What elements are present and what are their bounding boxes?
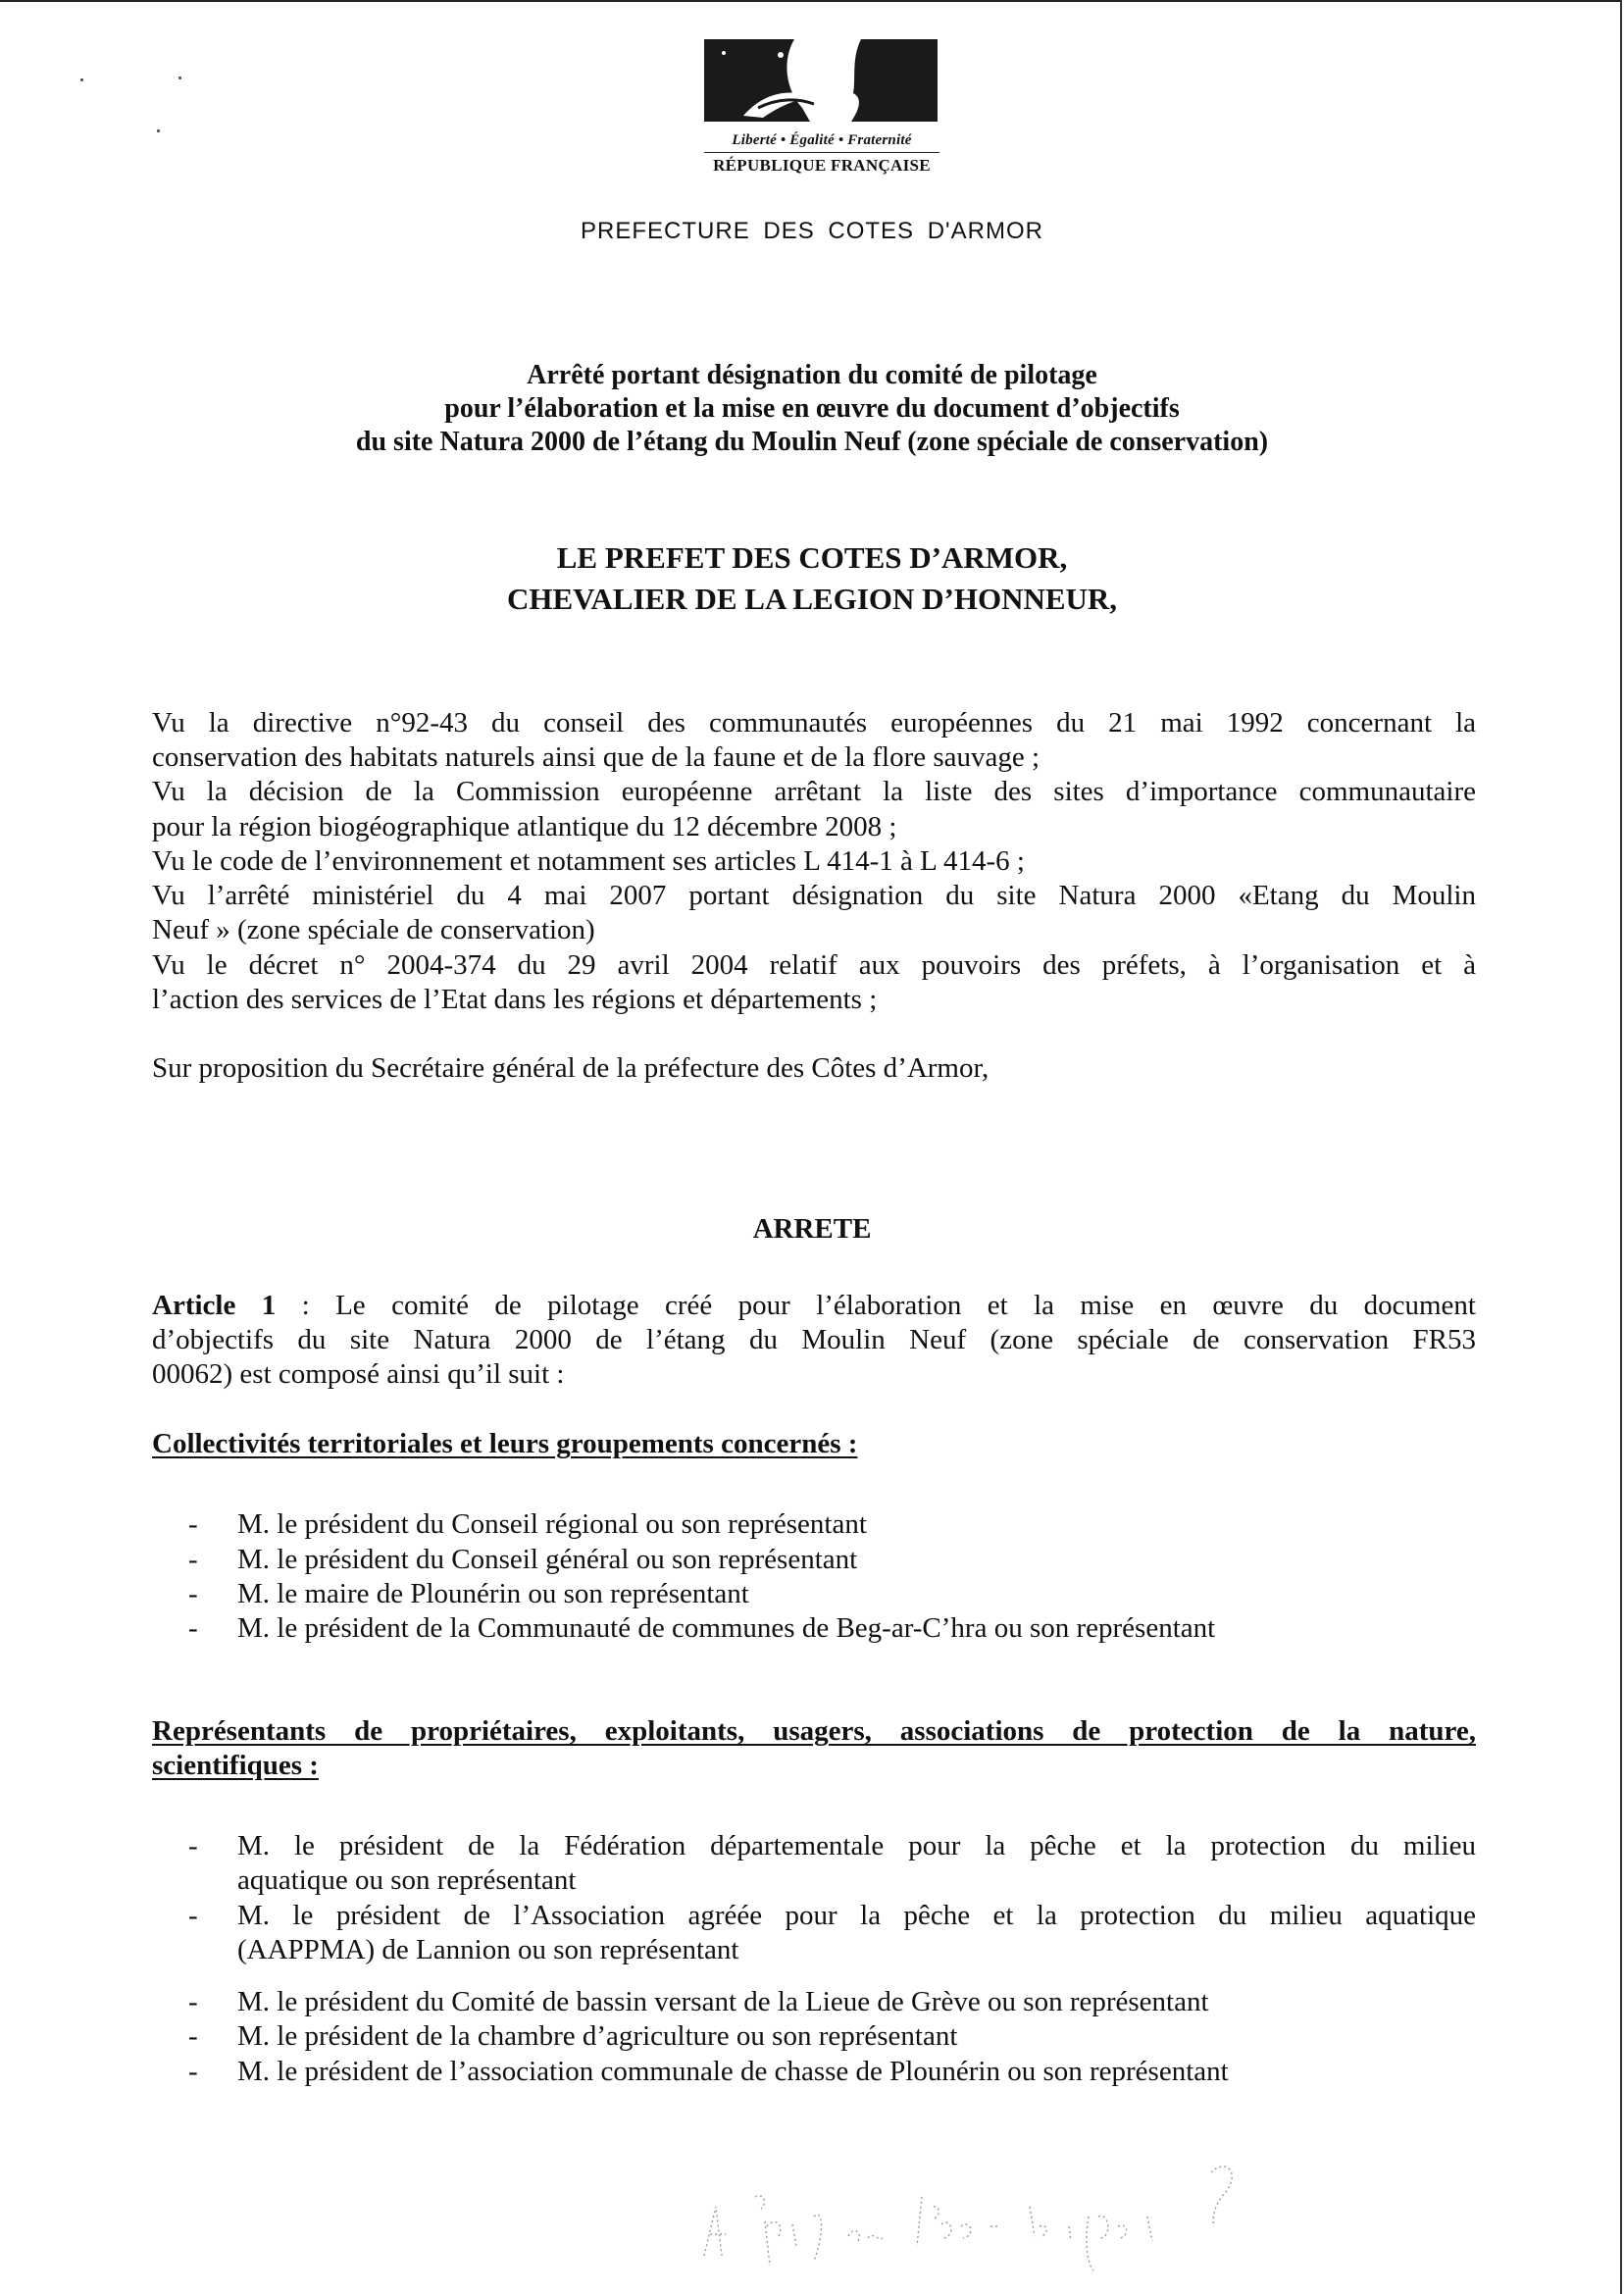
bullet-dash: - xyxy=(188,1986,198,2017)
bullet-dash: - xyxy=(188,1830,198,1861)
article-1-line: 00062) est composé ainsi qu’il suit : xyxy=(152,1358,565,1390)
section-heading-representants: Représentants de propriétaires, exploitants, usagers, associations de protection de la nature, xyxy=(152,1715,1476,1747)
prefet-title-line: CHEVALIER DE LA LEGION D’HONNEUR, xyxy=(506,582,1118,616)
visa-line: Vu le code de l’environnement et notamment ses articles L 414-1 à L 414-6 ; xyxy=(152,845,1025,877)
article-1-label: Article 1 xyxy=(152,1290,277,1321)
bullet-dash: - xyxy=(188,2020,198,2052)
article-1-line: d’objectifs du site Natura 2000 de l’étang du Moulin Neuf (zone spéciale de conservation FR53 xyxy=(152,1324,1476,1355)
list-item-continuation: aquatique ou son représentant xyxy=(237,1864,577,1896)
visa-line: pour la région biogéographique atlantique du 12 décembre 2008 ; xyxy=(152,811,897,842)
visa-line: Neuf » (zone spéciale de conservation) xyxy=(152,914,595,945)
visa-line: conservation des habitats naturels ainsi que de la faune et de la flore sauvage ; xyxy=(152,741,1040,773)
visa-line: Vu la directive n°92-43 du conseil des communautés européennes du 21 mai 1992 concernant la xyxy=(152,707,1476,739)
list-item: M. le président du Conseil régional ou son représentant xyxy=(237,1508,867,1540)
article-1-text: : Le comité de pilotage créé pour l’élaboration et la mise en œuvre du document xyxy=(276,1290,1476,1321)
bullet-dash: - xyxy=(188,1508,198,1540)
decree-title-line: Arrêté portant désignation du comité de pilotage xyxy=(527,360,1097,390)
section-heading-collectivites: Collectivités territoriales et leurs groupements concernés : xyxy=(152,1428,858,1459)
proposition-line: Sur proposition du Secrétaire général de la préfecture des Côtes d’Armor, xyxy=(152,1052,990,1084)
list-item: M. le président de la Fédération départementale pour la pêche et la protection du milieu xyxy=(237,1830,1476,1861)
svg-text:?: ? xyxy=(879,68,887,87)
bullet-dash: - xyxy=(188,1612,198,1644)
scan-speck xyxy=(157,129,160,132)
visa-line: Vu le décret n° 2004-374 du 29 avril 2004 relatif aux pouvoirs des préfets, à l’organisation et à xyxy=(152,949,1476,981)
bullet-dash: - xyxy=(188,1544,198,1575)
decree-title-line: pour l’élaboration et la mise en œuvre du document d’objectifs xyxy=(444,393,1180,424)
scan-speck xyxy=(178,76,181,79)
list-item: M. le président de la Communauté de communes de Beg-ar-C’hra ou son représentant xyxy=(237,1612,1216,1644)
list-item: M. le maire de Plounérin ou son représentant xyxy=(237,1578,749,1609)
bullet-dash: - xyxy=(188,1578,198,1609)
list-item: M. le président de l’association communale de chasse de Plounérin ou son représentant xyxy=(237,2056,1229,2087)
list-item: M. le président de la chambre d’agriculture ou son représentant xyxy=(237,2020,958,2052)
scan-edge-top xyxy=(0,0,1620,2)
arrete-heading: ARRETE xyxy=(752,1213,872,1245)
prefet-title-line: LE PREFET DES COTES D’ARMOR, xyxy=(556,540,1068,575)
prefecture-heading: PREFECTURE DES COTES D'ARMOR xyxy=(581,218,1043,244)
bullet-dash: - xyxy=(188,1900,198,1931)
logo-motto: Liberté • Égalité • Fraternité xyxy=(704,132,939,153)
marianne-logo xyxy=(704,39,939,176)
logo-republic: RÉPUBLIQUE FRANÇAISE xyxy=(713,156,931,175)
list-item: M. le président du Conseil général ou son représentant xyxy=(237,1544,858,1575)
section-heading-representants: scientifiques : xyxy=(152,1750,319,1781)
visa-line: Vu l’arrêté ministériel du 4 mai 2007 portant désignation du site Natura 2000 «Etang du Moulin xyxy=(152,880,1476,911)
handwritten-annotation xyxy=(677,2148,1481,2285)
scan-speck xyxy=(80,78,83,81)
list-item: M. le président du Comité de bassin versant de la Lieue de Grève ou son représentant xyxy=(237,1986,1209,2017)
list-item: M. le président de l’Association agréée pour la pêche et la protection du milieu aquatique xyxy=(237,1900,1476,1931)
decree-title-line: du site Natura 2000 de l’étang du Moulin Neuf (zone spéciale de conservation) xyxy=(355,427,1269,457)
marianne-emblem-icon xyxy=(704,39,938,122)
visa-line: Vu la décision de la Commission européenne arrêtant la liste des sites d’importance communautaire xyxy=(152,776,1476,807)
visa-line: l’action des services de l’Etat dans les régions et départements ; xyxy=(152,984,878,1015)
scan-edge-right xyxy=(1620,0,1622,2294)
list-item-continuation: (AAPPMA) de Lannion ou son représentant xyxy=(237,1934,739,1965)
bullet-dash: - xyxy=(188,2056,198,2087)
article-1-line xyxy=(152,1289,1476,1322)
